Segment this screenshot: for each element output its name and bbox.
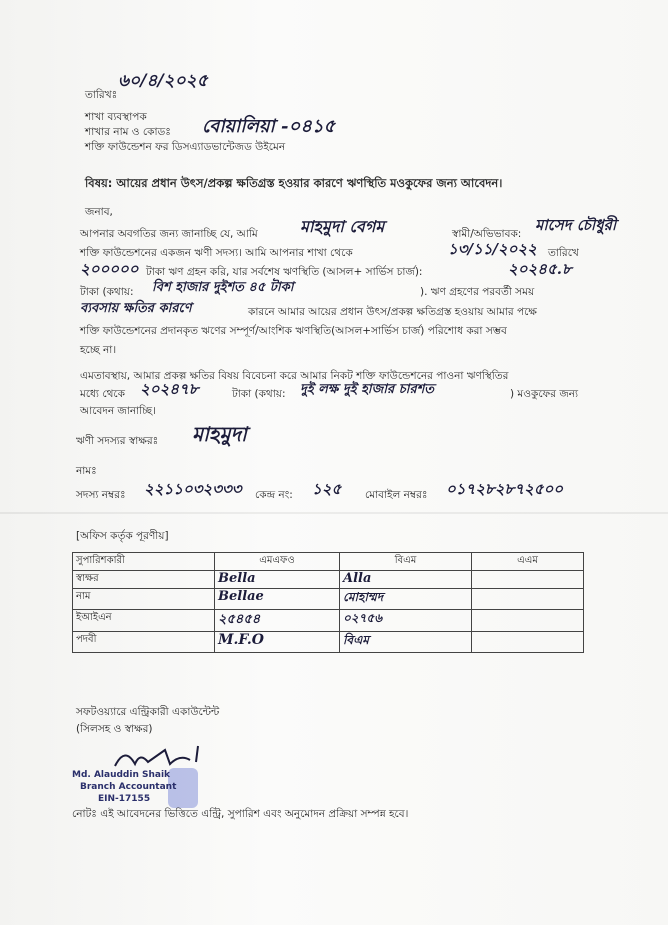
- mobile-label: মোবাইল নম্বরঃ: [365, 489, 428, 501]
- office-use-label: [অফিস কর্তৃক পূরণীয়]: [76, 530, 169, 542]
- accountant-label: সফটওয়্যারে এন্ট্রিকারী একাউন্টেন্ট: [76, 706, 220, 718]
- center-label: কেন্দ্র নং:: [255, 489, 293, 501]
- stamp-name: Md. Alauddin Shaik: [72, 770, 171, 780]
- header-bm: বিএম: [340, 553, 472, 571]
- mfo-name: Bellae: [215, 589, 340, 610]
- p2-line2-a: মধ্যে থেকে: [80, 388, 125, 400]
- loss-reason: ব্যবসায় ক্ষতির কারণে: [80, 301, 192, 316]
- stamp-ein: EIN-17155: [98, 794, 151, 804]
- header-mfo: এমএফও: [215, 553, 340, 571]
- branch-value: বোয়ালিয়া -০৪১৫: [202, 116, 336, 137]
- member-signature: মাহমুদা: [192, 422, 247, 446]
- org-line: শক্তি ফাউন্ডেশন ফর ডিসএ্যাডভান্টেজড উইমেন: [85, 141, 286, 153]
- row-label: পদবী: [73, 632, 215, 653]
- bm-ein: ০২৭৫৬: [340, 610, 472, 632]
- bm-signature: Alla: [340, 571, 472, 589]
- seal-sign-label: (সিলসহ ও স্বাক্ষর): [76, 723, 153, 735]
- table-row: [73, 589, 584, 610]
- p2-line1: এমতাবস্থায়, আমার প্রকল্প ক্ষতির বিষয় বিবেচনা করে আমার নিকট শক্তি ফাউন্ডেশনের পাওনা ঋণস্থিতির: [80, 370, 509, 382]
- table-header-row: [73, 553, 584, 571]
- mobile-number: ০১৭২৮২৮৭২৫০০: [446, 480, 563, 498]
- applicant-name: মাহমুদা বেগম: [300, 217, 385, 236]
- row-label: ইআইএন: [73, 610, 215, 632]
- p1-line3: টাকা ঋণ গ্রহন করি, যার সর্বশেষ ঋণস্থিতি (আসল+ সার্ভিস চার্জ):: [146, 266, 423, 278]
- member-signature-label: ঋণী সদস্যর স্বাক্ষরঃ: [76, 435, 159, 447]
- am-designation: [472, 632, 584, 653]
- waive-words: দুই লক্ষ দুই হাজার চারশত: [300, 382, 435, 397]
- loan-amount: ২০০০০০: [80, 260, 139, 278]
- p2-line2-c: ) মওকুফের জন্য: [510, 388, 579, 400]
- balance-amount: ২০২৪৫.৮: [508, 260, 572, 278]
- p1-line6: শক্তি ফাউন্ডেশনের প্রদানকৃত ঋণের সম্পূর্ণ/আংশিক ঋণস্থিতি(আসল+সার্ভিস চার্জ) পরিশোধ করা সম্ভব: [80, 325, 507, 337]
- p1-line1-b: স্বামী/অভিভাবক:: [452, 228, 522, 240]
- table-row: [73, 571, 584, 589]
- bm-designation: বিএম: [340, 632, 472, 653]
- table-row: [73, 610, 584, 632]
- salutation: জনাব,: [85, 206, 113, 218]
- table-row: [73, 632, 584, 653]
- recommendation-table: [72, 552, 584, 653]
- am-ein: [472, 610, 584, 632]
- member-number-label: সদস্য নম্বরঃ: [76, 489, 126, 501]
- p2-line2-b: টাকা (কথায়:: [232, 388, 286, 400]
- mfo-signature: Bella: [215, 571, 340, 589]
- p1-line2: শক্তি ফাউন্ডেশনের একজন ঋণী সদস্য। আমি আপনার শাখা থেকে: [80, 247, 353, 259]
- p2-line3: আবেদন জানাচ্ছি।: [80, 405, 156, 417]
- subject: বিষয়: আয়ের প্রধান উৎস/প্রকল্প ক্ষতিগ্রস্ত হওয়ার কারণে ঋণস্থিতি মওকুফের জন্য আবেদন।: [85, 176, 503, 190]
- page-fold: [0, 512, 668, 514]
- branch-manager: শাখা ব্যবস্থাপক: [85, 111, 147, 123]
- member-name-label: নামঃ: [76, 465, 97, 477]
- p1-line1-a: আপনার অবগতির জন্য জানাচ্ছি যে, আমি: [80, 228, 258, 240]
- mfo-ein: ২৫৪৫৪: [215, 610, 340, 632]
- balance-words: বিশ হাজার দুইশত ৪৫ টাকা: [152, 280, 294, 295]
- am-name: [472, 589, 584, 610]
- mfo-designation: M.F.O: [215, 632, 340, 653]
- p1-line4-a: টাকা (কথায়:: [80, 286, 134, 298]
- stamp-title: Branch Accountant: [80, 782, 177, 792]
- date-value: ৬০/৪/২০২৫: [118, 71, 208, 91]
- guardian-name: মাসেদ চৌধুরী: [535, 216, 617, 234]
- p1-line7: হচ্ছে না।: [80, 344, 117, 356]
- bm-name: মোহাম্মদ: [340, 589, 472, 610]
- loan-date: ১৩/১১/২০২২: [448, 240, 537, 258]
- header-am: এএম: [472, 553, 584, 571]
- waive-amount: ২০২৪৭৮: [140, 380, 199, 398]
- date-label: তারিখঃ: [85, 89, 118, 101]
- header-recommender: সুপারিশকারী: [73, 553, 215, 571]
- branch-label: শাখার নাম ও কোডঃ: [85, 126, 171, 138]
- center-number: ১২৫: [312, 480, 342, 498]
- footer-note: নোটঃ এই আবেদনের ভিত্তিতে এন্ট্রি, সুপারিশ এবং অনুমোদন প্রক্রিয়া সম্পন্ন হবে।: [72, 808, 409, 820]
- p1-line5: কারনে আমার আয়ের প্রধান উৎস/প্রকল্প ক্ষতিগ্রস্ত হওয়ায় আমার পক্ষে: [248, 306, 537, 318]
- row-label: স্বাক্ষর: [73, 571, 215, 589]
- member-number: ২২১১০৩২৩৩৩: [144, 480, 242, 498]
- p1-line4-b: ). ঋণ গ্রহণের পরবর্তী সময়: [420, 286, 535, 298]
- p1-line2-b: তারিখে: [548, 247, 579, 259]
- am-signature: [472, 571, 584, 589]
- row-label: নাম: [73, 589, 215, 610]
